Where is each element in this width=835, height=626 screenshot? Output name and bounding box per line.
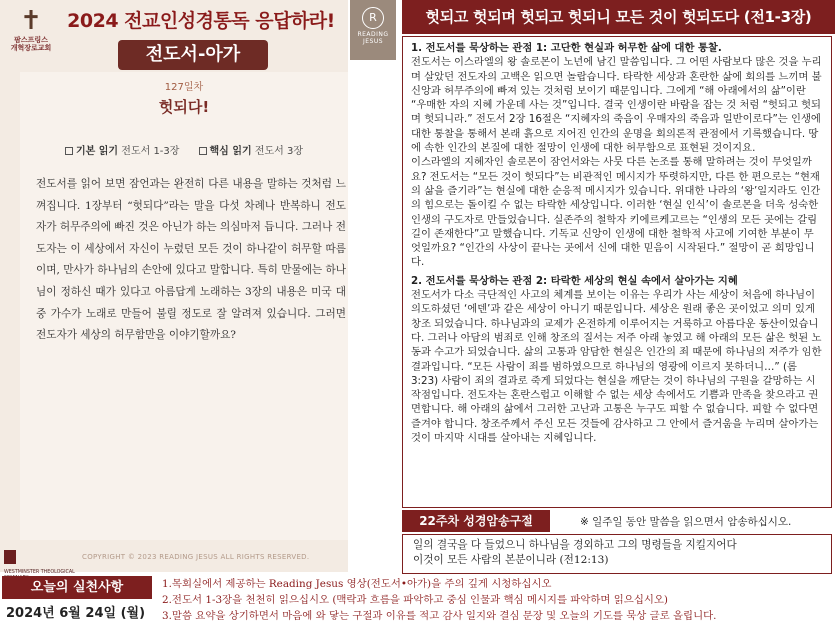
church-logo — [4, 6, 58, 60]
copyright-text: COPYRIGHT © 2023 READING JESUS ALL RIGHTS RESERVED. — [82, 553, 310, 561]
practice-tab: 오늘의 실천사항 — [2, 576, 152, 599]
reading-assignments — [20, 142, 348, 157]
reading-jesus-badge — [350, 0, 396, 60]
section1-heading: 1. 전도서를 묵상하는 관점 1: 고단한 현실과 허무한 삶에 대한 통찰. — [411, 42, 722, 54]
memory-verse-line1: 일의 결국을 다 들었으니 하나님을 경외하고 그의 명령들을 지킬지어다 — [413, 539, 737, 551]
summary-header: 헛되고 헛되며 헛되고 헛되니 모든 것이 헛되도다 (전1-3장) — [402, 0, 835, 34]
memory-verse-tab: 22주차 성경암송구절 — [402, 510, 550, 532]
reading-card — [20, 72, 348, 540]
shield-icon — [4, 550, 16, 564]
reading-plan-panel — [0, 0, 348, 575]
basic-reading-value: 전도서 1-3장 — [121, 146, 180, 157]
practice-list — [162, 576, 835, 624]
seminary-name: WESTMINSTER THEOLOGICAL — [4, 569, 75, 575]
reading-jesus-icon: R — [362, 7, 384, 29]
checkbox-basic[interactable] — [65, 147, 73, 155]
memory-verse-box — [402, 534, 832, 574]
book-title-tab: 전도서-아가 — [118, 40, 268, 70]
intro-body-text: 전도서를 읽어 보면 잠언과는 완전히 다른 내용을 말하는 것처럼 느껴집니다. 1장부터 “헛되다”라는 말을 다섯 차례나 반복하니 전도자가 허무주의에 빠진 것은 아닌가 하는 의심마저 듭니다. 그러나 전도자는 이 세상에서 자신이 누렸던 모든 것이 하나같이 허무할 따름이며, 만사가 하나님의 손안에 있다고 말합니다. 특히 만물에는 하나님이 정하신 때가 있다고 아름답게 노래하는 3장의 내용은 미국 대중 가수가 노래로 만들어 불릴 정도로 잘 알려져 있습니다. 그러면 전도자가 세상의 허무함만을 이야기할까요? — [36, 178, 346, 342]
memory-verse-note: ※ 일주일 동안 말씀을 읽으면서 암송하십시오. — [580, 516, 792, 528]
badge-line2: JESUS — [362, 38, 384, 45]
date-text: 2024년 6월 24일 (월) — [6, 606, 146, 621]
church-name-line2: 개혁장로교회 — [10, 44, 52, 52]
seminary-logo — [4, 546, 78, 575]
core-reading-value: 전도서 3장 — [254, 146, 304, 157]
section2-paragraph1: 전도서가 다소 극단적인 사고의 체계를 보이는 이유는 우리가 사는 세상이 처음에 하나님이 의도하셨던 ‘에덴’과 같은 세상이 아니기 때문입니다. 세상은 원래 좋은 곳이었고 의미 있게 창조 되었습니다. 하나님과의 교제가 온전하게 이루어지는 거룩하고 아름다운 동산이었습니다. 그러나 아담의 범죄로 인해 창조의 질서는 저주 아래 놓였고 해 아래의 모든 삶은 헛된 노동과 수고가 되었습니다. 삶의 고통과 암담한 현실은 인간의 죄 때문에 하나님의 저주가 임한 결과입니다. “모든 사람이 죄를 범하였으므로 하나님의 영광에 이르지 못하더니…” (롬3:23) 사람이 죄의 결과로 죽게 되었다는 현실을 깨닫는 것이 하나님의 구원을 갈망하는 시작점입니다. 전도자는 혼란스럽고 이해할 수 없는 세상 속에서도 기쁨과 만족을 찾으라고 권면합니다. 해 아래의 삶에서 그러한 고난과 고통은 누구도 피할 수 없습니다. 피할 수 없다면 즐겨야 합니다. 창조주께서 주신 모든 것들에 감사하고 그 안에서 즐거움을 누리며 살아가는 것이 마지막 시대를 살아내는 지혜입니다. — [411, 289, 822, 445]
basic-reading-label: 기본 읽기 — [75, 146, 119, 157]
day-title: 헛되다! — [158, 98, 210, 116]
badge-line1: READING — [357, 31, 389, 38]
cross-icon: ✝ — [20, 6, 42, 36]
checkbox-core[interactable] — [199, 147, 207, 155]
practice-item: 2.전도서 1-3장을 천천히 읽으십시오 (맥락과 흐름을 파악하고 중심 인물과 핵심 메시지를 파악하며 읽으십시오) — [162, 594, 668, 606]
section1-paragraph2: 이스라엘의 지혜자인 솔로몬이 잠언서와는 사뭇 다른 논조를 통해 말하려는 것이 무엇일까요? 전도서는 “모든 것이 헛되다”는 비관적인 메시지가 뚜렷하지만, 다른 한 편으로는 “현재의 삶을 즐기라”는 현실에 대한 순응적 메시지가 있습니다. 위대한 나라의 ‘왕’일지라도 인간의 힘으로는 돌이킬 수 없는 타락한 세상입니다. 이러한 ‘현실 인식’이 솔로몬을 더욱 성숙한 인생의 구도자로 만들었습니다. 실존주의 철학자 키에르케고르는 “인생의 모든 곳에는 갈림길이 존재한다”고 말했습니다. 기독교 신앙이 인생에 대한 철학적 사고에 기여한 부분이 무엇일까요? “인간의 사상이 끝나는 곳에서 신에 대한 믿음이 시작된다.” 절망이 곧 희망입니다. — [411, 156, 821, 269]
section2-heading: 2. 전도서를 묵상하는 관점 2: 타락한 세상의 현실 속에서 살아가는 지혜 — [411, 274, 738, 287]
church-name-line1: 팜스프링스 — [14, 36, 48, 44]
memory-verse-line2: 이것이 모든 사람의 본분이니라 (전12:13) — [413, 554, 609, 566]
practice-item: 3.말씀 요약을 상기하면서 마음에 와 닿는 구절과 이유를 적고 감사 일지와 결심 문장 및 오늘의 기도를 묵상 글로 올립니다. — [162, 610, 717, 622]
section1-paragraph1: 전도서는 이스라엘의 왕 솔로몬이 노년에 남긴 말씀입니다. 그 어떤 사람보다 많은 것을 누리며 살았던 전도자의 고백은 읽으면 놀랍습니다. 타락한 세상과 혼란한 삶에 회의를 느끼며 불신앙과 허무주의에 빠져 있는 것처럼 보이기 때문입니다. 그에게 “해 아래에서의 삶”이란 “우매한 자의 지혜 가운데 사는 것”입니다. 결국 인생이란 바람을 잡는 것 처럼 “헛되고 헛되며 헛되니라.” 전도서 2장 16절은 “지혜자의 죽음이 우매자의 죽음과 일반이로다”는 인생에 대한 통찰을 통해서 본래 흙으로 지어진 인간의 운명을 회의론적 관점에서 기록했습니다. 땅에 속한 인간의 본질에 대한 절망이 인생에 대한 허무함으로 표현된 것이지요. — [411, 56, 822, 155]
practice-item: 1.목회실에서 제공하는 Reading Jesus 영상(전도서•아가)을 주의 깊게 시청하십시오 — [162, 578, 552, 590]
banner-title: 2024 전교인성경통독 응답하라! — [67, 10, 335, 32]
core-reading-label: 핵심 읽기 — [209, 146, 252, 157]
left-footer — [0, 540, 348, 575]
summary-box — [402, 36, 832, 508]
day-number: 127일차 — [164, 82, 204, 93]
